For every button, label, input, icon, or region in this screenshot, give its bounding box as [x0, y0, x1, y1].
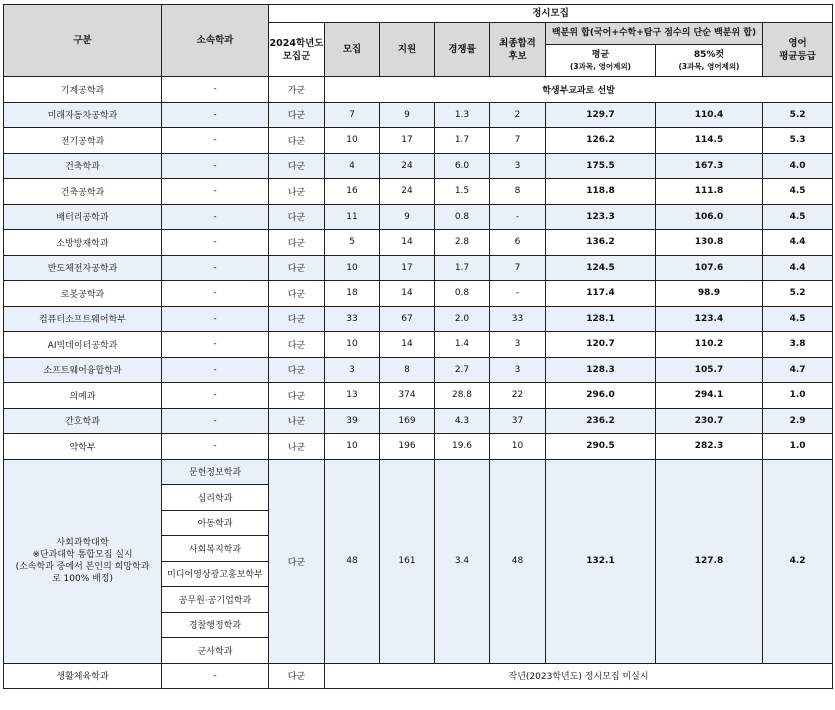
- group-cell: 다군: [269, 332, 325, 358]
- recruit-cell: 16: [325, 179, 380, 205]
- avg-cell: 123.3: [546, 204, 656, 230]
- table-row: [4, 255, 833, 281]
- header-avg-note: (3과목, 영어제외): [569, 61, 631, 71]
- sub-dept: 사회복지학과: [162, 536, 269, 562]
- ratio-cell: 1.3: [435, 102, 490, 128]
- admission-table: [3, 4, 833, 689]
- avg-cell: 136.2: [546, 230, 656, 256]
- table-row: [4, 281, 833, 307]
- ratio-cell: 19.6: [435, 434, 490, 460]
- final-cell: 6: [490, 230, 546, 256]
- final-cell: 7: [490, 255, 546, 281]
- header-cut85: [656, 45, 763, 77]
- cut-cell: 127.8: [656, 459, 763, 663]
- recruit-cell: 39: [325, 408, 380, 434]
- apply-cell: 169: [380, 408, 435, 434]
- apply-cell: 9: [380, 204, 435, 230]
- table-row: [4, 306, 833, 332]
- apply-cell: 196: [380, 434, 435, 460]
- apply-cell: 17: [380, 128, 435, 154]
- sub-dept: -: [162, 434, 269, 460]
- final-cell: -: [490, 204, 546, 230]
- cut-cell: 130.8: [656, 230, 763, 256]
- cut-cell: 167.3: [656, 153, 763, 179]
- dept-name: 전기공학과: [4, 128, 162, 154]
- group-cell: 다군: [269, 281, 325, 307]
- sub-dept: 아동학과: [162, 510, 269, 536]
- avg-cell: 126.2: [546, 128, 656, 154]
- ratio-cell: 1.7: [435, 255, 490, 281]
- apply-cell: 14: [380, 230, 435, 256]
- dept-name: 소방방재학과: [4, 230, 162, 256]
- recruit-cell: 10: [325, 128, 380, 154]
- sub-dept: 군사학과: [162, 638, 269, 664]
- group-cell: 가군: [269, 77, 325, 103]
- sub-dept: -: [162, 383, 269, 409]
- header-final: 최종합격 후보: [490, 23, 546, 77]
- sub-dept: -: [162, 230, 269, 256]
- table-row: [4, 332, 833, 358]
- final-cell: 22: [490, 383, 546, 409]
- header-group-2024: 2024학년도 모집군: [269, 23, 325, 77]
- apply-cell: 67: [380, 306, 435, 332]
- avg-cell: 175.5: [546, 153, 656, 179]
- table-row: [4, 179, 833, 205]
- final-cell: 33: [490, 306, 546, 332]
- dept-name: 기계공학과: [4, 77, 162, 103]
- sub-dept: -: [162, 179, 269, 205]
- recruit-cell: 10: [325, 332, 380, 358]
- final-cell: 3: [490, 332, 546, 358]
- cut-cell: 98.9: [656, 281, 763, 307]
- table-row: [4, 77, 833, 103]
- table-row: [4, 408, 833, 434]
- avg-cell: 296.0: [546, 383, 656, 409]
- sub-dept: 미디어영상광고홍보학부: [162, 561, 269, 587]
- sub-dept: -: [162, 204, 269, 230]
- final-cell: 10: [490, 434, 546, 460]
- sub-dept: -: [162, 102, 269, 128]
- header-apply: 지원: [380, 23, 435, 77]
- cut-cell: 110.2: [656, 332, 763, 358]
- english-cell: 4.5: [763, 204, 833, 230]
- final-cell: 48: [490, 459, 546, 663]
- avg-cell: 236.2: [546, 408, 656, 434]
- dept-name: 로봇공학과: [4, 281, 162, 307]
- english-cell: 3.8: [763, 332, 833, 358]
- apply-cell: 14: [380, 332, 435, 358]
- apply-cell: 24: [380, 153, 435, 179]
- sub-dept: -: [162, 332, 269, 358]
- sub-dept: 공무원·공기업학과: [162, 587, 269, 613]
- sub-dept: -: [162, 306, 269, 332]
- english-cell: 5.2: [763, 102, 833, 128]
- final-cell: 2: [490, 102, 546, 128]
- cut-cell: 111.8: [656, 179, 763, 205]
- group-cell: 다군: [269, 255, 325, 281]
- avg-cell: 128.3: [546, 357, 656, 383]
- final-cell: 3: [490, 357, 546, 383]
- english-cell: 4.5: [763, 179, 833, 205]
- group-cell: 다군: [269, 306, 325, 332]
- sub-dept: -: [162, 281, 269, 307]
- dept-name: 소프트웨어융합학과: [4, 357, 162, 383]
- recruit-cell: 10: [325, 255, 380, 281]
- apply-cell: 161: [380, 459, 435, 663]
- apply-cell: 24: [380, 179, 435, 205]
- cut-cell: 294.1: [656, 383, 763, 409]
- table-row: [4, 663, 833, 689]
- avg-cell: 117.4: [546, 281, 656, 307]
- header-avg: [546, 45, 656, 77]
- ratio-cell: 1.7: [435, 128, 490, 154]
- table-row: [4, 383, 833, 409]
- table-row: [4, 204, 833, 230]
- cut-cell: 110.4: [656, 102, 763, 128]
- english-cell: 2.9: [763, 408, 833, 434]
- recruit-cell: 3: [325, 357, 380, 383]
- sub-dept: -: [162, 408, 269, 434]
- english-cell: 4.0: [763, 153, 833, 179]
- ratio-cell: 0.8: [435, 204, 490, 230]
- table-row: [4, 434, 833, 460]
- apply-cell: 9: [380, 102, 435, 128]
- english-cell: 4.2: [763, 459, 833, 663]
- group-cell: 다군: [269, 204, 325, 230]
- recruit-cell: 7: [325, 102, 380, 128]
- table-row: [4, 128, 833, 154]
- dept-name: 건축공학과: [4, 179, 162, 205]
- final-cell: 8: [490, 179, 546, 205]
- ratio-cell: 1.4: [435, 332, 490, 358]
- sub-dept: -: [162, 663, 269, 689]
- group-cell: 다군: [269, 383, 325, 409]
- english-cell: 5.2: [763, 281, 833, 307]
- avg-cell: 120.7: [546, 332, 656, 358]
- final-cell: 3: [490, 153, 546, 179]
- cut-cell: 105.7: [656, 357, 763, 383]
- table-row: [4, 230, 833, 256]
- group-cell: 나군: [269, 179, 325, 205]
- dept-name: 배터리공학과: [4, 204, 162, 230]
- final-cell: -: [490, 281, 546, 307]
- sub-dept: -: [162, 357, 269, 383]
- dept-name: 생활체육학과: [4, 663, 162, 689]
- recruit-cell: 4: [325, 153, 380, 179]
- avg-cell: 290.5: [546, 434, 656, 460]
- group-cell: 다군: [269, 357, 325, 383]
- sub-dept: -: [162, 128, 269, 154]
- cut-cell: 282.3: [656, 434, 763, 460]
- header-group: 구분: [4, 5, 162, 77]
- english-cell: 4.4: [763, 230, 833, 256]
- group-cell: 다군: [269, 230, 325, 256]
- header-english: 영어 평균등급: [763, 23, 833, 77]
- english-cell: 5.3: [763, 128, 833, 154]
- table-row: [4, 357, 833, 383]
- recruit-cell: 48: [325, 459, 380, 663]
- social-science-college: 사회과학대학 ※단과대학 통합모집 실시 (소속학과 중에서 본인의 희망학과 로 100% 배정): [4, 459, 162, 663]
- sub-dept: -: [162, 77, 269, 103]
- sub-dept: -: [162, 255, 269, 281]
- cut-cell: 114.5: [656, 128, 763, 154]
- english-cell: 4.5: [763, 306, 833, 332]
- dept-name: 미래자동차공학과: [4, 102, 162, 128]
- sub-dept: 심리학과: [162, 485, 269, 511]
- note-cell: 작년(2023학년도) 정시모집 미실시: [325, 663, 833, 689]
- ratio-cell: 4.3: [435, 408, 490, 434]
- recruit-cell: 10: [325, 434, 380, 460]
- final-cell: 37: [490, 408, 546, 434]
- ratio-cell: 1.5: [435, 179, 490, 205]
- english-cell: 1.0: [763, 383, 833, 409]
- cut-cell: 107.6: [656, 255, 763, 281]
- final-cell: 7: [490, 128, 546, 154]
- header-percentile-sum: 백분위 합(국어+수학+탐구 점수의 단순 백분위 합): [546, 23, 763, 45]
- ratio-cell: 2.0: [435, 306, 490, 332]
- recruit-cell: 33: [325, 306, 380, 332]
- sub-dept: 문헌정보학과: [162, 459, 269, 485]
- group-cell: 다군: [269, 102, 325, 128]
- apply-cell: 17: [380, 255, 435, 281]
- english-cell: 4.4: [763, 255, 833, 281]
- group-cell: 다군: [269, 459, 325, 663]
- group-cell: 나군: [269, 408, 325, 434]
- group-cell: 다군: [269, 663, 325, 689]
- recruit-cell: 11: [325, 204, 380, 230]
- recruit-cell: 5: [325, 230, 380, 256]
- group-cell: 나군: [269, 434, 325, 460]
- header-cut85-label: 85%컷: [693, 49, 725, 60]
- ratio-cell: 28.8: [435, 383, 490, 409]
- group-cell: 다군: [269, 153, 325, 179]
- dept-name: 간호학과: [4, 408, 162, 434]
- dept-name: 약학부: [4, 434, 162, 460]
- table-row: [4, 153, 833, 179]
- english-cell: 1.0: [763, 434, 833, 460]
- ratio-cell: 0.8: [435, 281, 490, 307]
- cut-cell: 123.4: [656, 306, 763, 332]
- apply-cell: 14: [380, 281, 435, 307]
- dept-name: AI빅데이터공학과: [4, 332, 162, 358]
- avg-cell: 124.5: [546, 255, 656, 281]
- table-row: [4, 102, 833, 128]
- header-cut85-note: (3과목, 영어제외): [678, 61, 740, 71]
- cut-cell: 230.7: [656, 408, 763, 434]
- header-dept: 소속학과: [162, 5, 269, 77]
- header-recruit: 모집: [325, 23, 380, 77]
- header-ratio: 경쟁률: [435, 23, 490, 77]
- recruit-cell: 13: [325, 383, 380, 409]
- dept-name: 반도체전자공학과: [4, 255, 162, 281]
- apply-cell: 374: [380, 383, 435, 409]
- dept-name: 건축학과: [4, 153, 162, 179]
- avg-cell: 132.1: [546, 459, 656, 663]
- ratio-cell: 3.4: [435, 459, 490, 663]
- ratio-cell: 2.8: [435, 230, 490, 256]
- avg-cell: 118.8: [546, 179, 656, 205]
- sub-dept: 경찰행정학과: [162, 612, 269, 638]
- english-cell: 4.7: [763, 357, 833, 383]
- apply-cell: 8: [380, 357, 435, 383]
- cut-cell: 106.0: [656, 204, 763, 230]
- avg-cell: 128.1: [546, 306, 656, 332]
- ratio-cell: 6.0: [435, 153, 490, 179]
- header-avg-label: 평균: [591, 49, 610, 60]
- header-regular-admission: 정시모집: [269, 5, 833, 23]
- dept-name: 의예과: [4, 383, 162, 409]
- sub-dept: -: [162, 153, 269, 179]
- avg-cell: 129.7: [546, 102, 656, 128]
- ratio-cell: 2.7: [435, 357, 490, 383]
- note-cell: 학생부교과로 선발: [325, 77, 833, 103]
- dept-name: 컴퓨터소프트웨어학부: [4, 306, 162, 332]
- table-row: [4, 459, 833, 485]
- group-cell: 다군: [269, 128, 325, 154]
- recruit-cell: 18: [325, 281, 380, 307]
